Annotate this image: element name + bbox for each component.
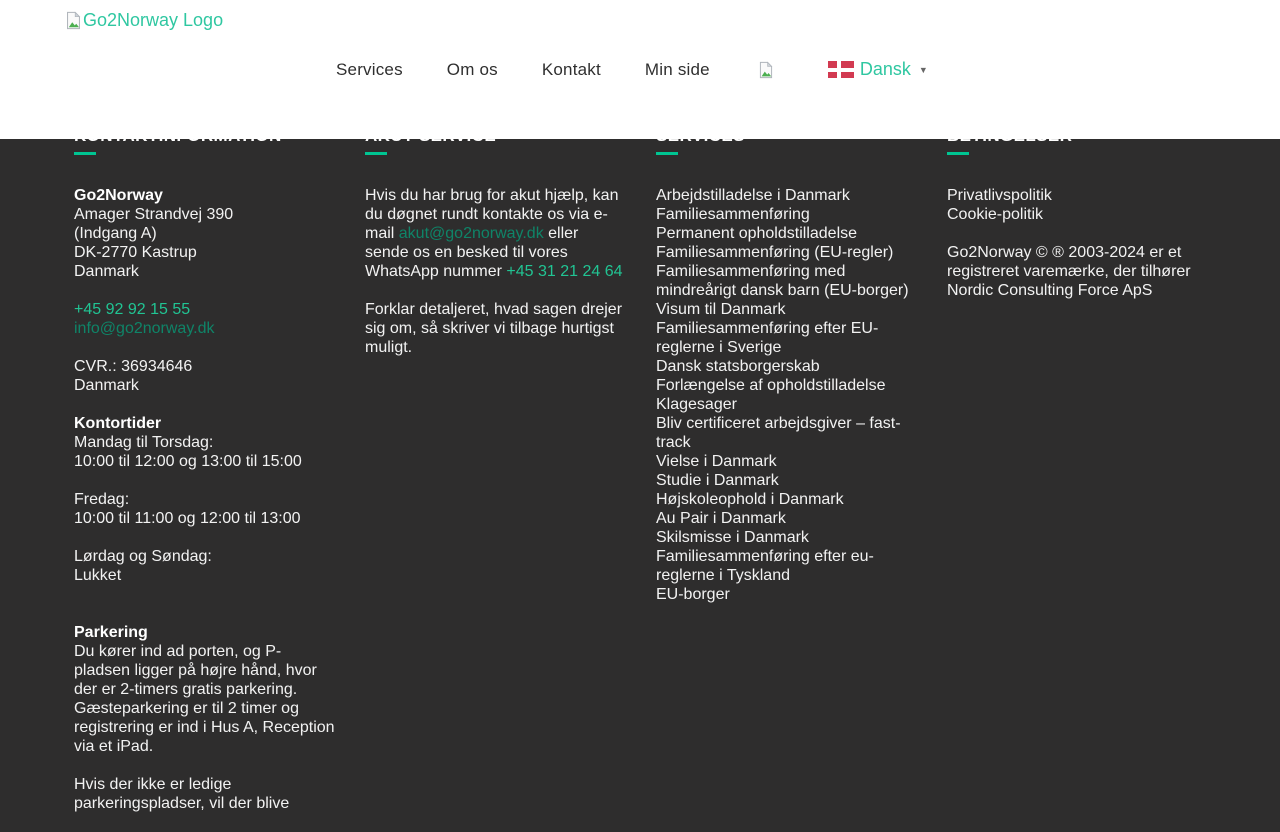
logo-alt-text: Go2Norway Logo	[83, 10, 224, 30]
list-item	[656, 243, 917, 262]
akut-text: Hvis du har brug for akut hjælp, kan du døgnet rundt kontakte os via e-mail	[365, 187, 619, 242]
list-item	[656, 585, 917, 604]
hours-time: Lukket	[74, 567, 122, 584]
contact-links-block	[74, 300, 335, 338]
copyright-block	[947, 243, 1208, 300]
address-line: Amager Strandvej 390	[74, 206, 234, 223]
page-footer	[0, 139, 1280, 812]
service-link[interactable]: Klagesager	[656, 396, 737, 413]
title-underline	[365, 152, 387, 155]
whatsapp-link[interactable]: +45 31 21 24 64	[506, 263, 623, 280]
parking-text-2: Hvis der ikke er ledige parkeringspladser, vil der blive	[74, 776, 290, 812]
list-item	[656, 262, 917, 300]
hours-days: Fredag:	[74, 491, 130, 508]
company-name: Go2Norway	[74, 187, 163, 204]
language-switcher[interactable]	[828, 59, 928, 80]
email-link[interactable]: info@go2norway.dk	[74, 320, 215, 337]
hours-time: 10:00 til 11:00 og 12:00 til 13:00	[74, 510, 301, 527]
list-item	[656, 319, 917, 357]
title-underline	[74, 152, 96, 155]
service-link[interactable]: Arbejdstilladelse i Danmark	[656, 187, 850, 204]
list-item	[656, 452, 917, 471]
parking-text: Du kører ind ad porten, og P-pladsen ligger på højre hånd, hvor der er 2-timers gratis parkering. Gæsteparkering er til 2 timer og registrering er ind i Hus A, Reception via et iPad.	[74, 643, 335, 755]
terms-links-block	[947, 186, 1208, 224]
list-item	[656, 376, 917, 395]
list-item	[656, 395, 917, 414]
office-hours-title: Kontortider	[74, 415, 162, 432]
chevron-down-icon: ▼	[918, 64, 928, 75]
service-link[interactable]: Familiesammenføring med mindreårigt dansk barn (EU-borger)	[656, 263, 909, 299]
nav-item-services[interactable]: Services	[336, 59, 403, 79]
service-link[interactable]: Visum til Danmark	[656, 301, 786, 318]
list-item	[656, 547, 917, 585]
cvr-line: CVR.: 36934646	[74, 358, 193, 375]
cookie-policy-link[interactable]: Cookie-politik	[947, 206, 1044, 223]
service-link[interactable]: Au Pair i Danmark	[656, 510, 786, 527]
list-item	[656, 205, 917, 224]
service-link[interactable]: Permanent opholdstilladelse	[656, 225, 858, 242]
service-link[interactable]: Dansk statsborgerskab	[656, 358, 820, 375]
phone-link[interactable]: +45 92 92 15 55	[74, 301, 191, 318]
broken-image-icon	[758, 61, 774, 79]
office-hours-block-1	[74, 414, 335, 471]
parking-title: Parkering	[74, 624, 148, 641]
list-item	[656, 490, 917, 509]
list-item	[656, 414, 917, 452]
service-link[interactable]: Forlængelse af opholdstilladelse	[656, 377, 886, 394]
nav-item-kontakt[interactable]: Kontakt	[541, 59, 601, 79]
danish-flag-icon	[828, 61, 854, 78]
service-link[interactable]: Bliv certificeret arbejdsgiver – fast-track	[656, 415, 901, 451]
akut-email-link[interactable]: akut@go2norway.dk	[398, 225, 544, 242]
list-item	[656, 528, 917, 547]
footer-col-contact	[74, 139, 335, 832]
nav-item-min-side[interactable]: Min side	[644, 59, 710, 79]
nav-image-slot[interactable]	[758, 61, 774, 79]
cvr-line: Danmark	[74, 377, 139, 394]
service-link[interactable]: Familiesammenføring efter eu-reglerne i Tyskland	[656, 548, 874, 584]
akut-text-block	[365, 186, 626, 281]
akut-text-block-2	[365, 300, 626, 357]
footer-columns	[74, 139, 1208, 832]
hours-days: Lørdag og Søndag:	[74, 548, 212, 565]
logo-link[interactable]	[65, 10, 223, 30]
list-item	[656, 300, 917, 319]
list-item	[656, 224, 917, 243]
nav-item-om-os[interactable]: Om os	[446, 59, 498, 79]
services-list	[656, 186, 917, 604]
cvr-block	[74, 357, 335, 395]
list-item	[656, 471, 917, 490]
address-line: Danmark	[74, 263, 139, 280]
footer-col-terms	[947, 139, 1208, 832]
site-header	[0, 0, 1280, 139]
address-block	[74, 186, 335, 281]
service-link[interactable]: EU-borger	[656, 586, 730, 603]
list-item	[656, 186, 917, 205]
akut-text-2: Forklar detaljeret, hvad sagen drejer sig om, så skriver vi tilbage hurtigst muligt.	[365, 301, 623, 356]
service-link[interactable]: Vielse i Danmark	[656, 453, 777, 470]
parking-block-2	[74, 775, 335, 813]
privacy-policy-link[interactable]: Privatlivspolitik	[947, 187, 1052, 204]
service-link[interactable]: Skilsmisse i Danmark	[656, 529, 809, 546]
service-link[interactable]: Studie i Danmark	[656, 472, 779, 489]
hours-time: 10:00 til 12:00 og 13:00 til 15:00	[74, 453, 302, 470]
title-underline	[656, 152, 678, 155]
list-item	[656, 509, 917, 528]
list-item	[656, 357, 917, 376]
footer-col-services	[656, 139, 917, 832]
office-hours-block-2	[74, 490, 335, 528]
parking-block	[74, 623, 335, 756]
footer-col-akut	[365, 139, 626, 832]
akut-text: eller sende os en besked til vores WhatsApp nummer	[365, 225, 579, 280]
broken-image-icon	[65, 11, 82, 30]
service-link[interactable]: Familiesammenføring (EU-regler)	[656, 244, 894, 261]
service-link[interactable]: Familiesammenføring	[656, 206, 810, 223]
service-link[interactable]: Familiesammenføring efter EU-reglerne i Sverige	[656, 320, 879, 356]
language-label: Dansk	[859, 59, 911, 79]
main-nav	[336, 0, 928, 139]
office-hours-block-3	[74, 547, 335, 585]
address-line: (Indgang A)	[74, 225, 157, 242]
copyright-text: Go2Norway © ® 2003-2024 er et registreret varemærke, der tilhører Nordic Consulting Force ApS	[947, 244, 1191, 299]
address-line: DK-2770 Kastrup	[74, 244, 197, 261]
hours-days: Mandag til Torsdag:	[74, 434, 214, 451]
title-underline	[947, 152, 969, 155]
service-link[interactable]: Højskoleophold i Danmark	[656, 491, 844, 508]
